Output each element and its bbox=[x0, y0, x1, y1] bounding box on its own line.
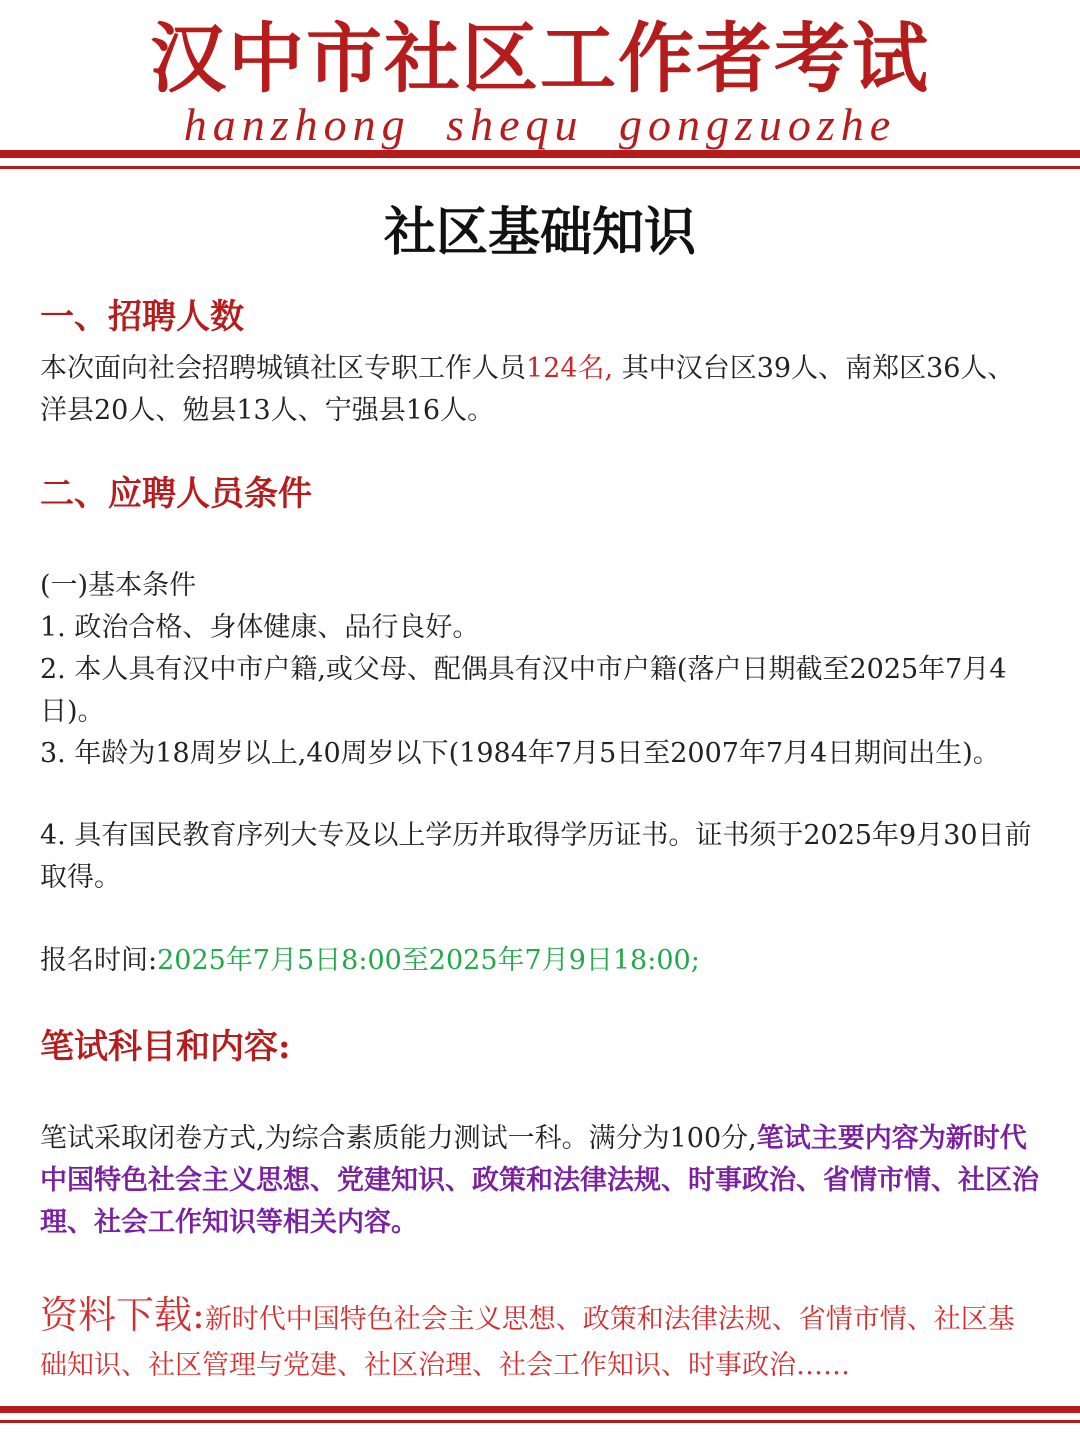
page-title: 社区基础知识 bbox=[383, 202, 696, 263]
condition-item-4: 4. 具有国民教育序列大专及以上学历并取得学历证书。证书须于2025年9月30日前取得。 bbox=[40, 820, 1032, 893]
recruitment-total-highlight: 124名, bbox=[526, 353, 614, 384]
recruitment-text-before: 本次面向社会招聘城镇社区专职工作人员 bbox=[40, 353, 526, 384]
top-rule-thin bbox=[0, 166, 1080, 169]
registration-value: 2025年7月5日8:00至2025年7月9日18:00; bbox=[157, 945, 700, 976]
exam-text-before: 笔试采取闭卷方式,为综合素质能力测试一科。满分为100分, bbox=[40, 1123, 757, 1154]
bottom-rule-thin bbox=[0, 1420, 1080, 1423]
basic-conditions-subheading: (一)基本条件 bbox=[40, 570, 197, 601]
registration-label: 报名时间: bbox=[40, 945, 158, 976]
registration-time bbox=[40, 940, 1040, 982]
download-paragraph bbox=[40, 1292, 1040, 1389]
section-heading-applicant-conditions: 二、应聘人员条件 bbox=[40, 474, 312, 514]
condition-item-2: 2. 本人具有汉中市户籍,或父母、配偶具有汉中市户籍(落户日期截至2025年7月4日)。 bbox=[40, 654, 1007, 727]
exam-content-highlight: 笔试主要内容为新时代中国特色社会主义思想、党建知识、政策和法律法规、时事政治、省情市情、社区治理、社会工作知识等相关内容。 bbox=[40, 1123, 1039, 1238]
exam-paragraph bbox=[40, 1118, 1040, 1244]
header-pinyin: hanzhong shequ gongzuozhe bbox=[183, 99, 897, 150]
header-title: 汉中市社区工作者考试 bbox=[150, 14, 930, 103]
recruitment-text-after: 其中汉台区39人、南郑区36人、洋县20人、勉县13人、宁强县16人。 bbox=[40, 353, 1015, 426]
condition-item-1: 1. 政治合格、身体健康、品行良好。 bbox=[40, 612, 480, 643]
top-rule-thick bbox=[0, 150, 1080, 158]
download-label: 资料下载: bbox=[40, 1293, 205, 1337]
recruitment-count-paragraph bbox=[40, 348, 1040, 432]
section-heading-recruitment-count: 一、招聘人数 bbox=[40, 297, 244, 337]
bottom-rule-thick bbox=[0, 1406, 1080, 1413]
section-heading-exam-subjects: 笔试科目和内容: bbox=[40, 1027, 291, 1067]
download-topics: 新时代中国特色社会主义思想、政策和法律法规、省情市情、社区基础知识、社区管理与党建、社区治理、社会工作知识、时事政治…… bbox=[40, 1304, 1015, 1381]
condition-item-3: 3. 年龄为18周岁以上,40周岁以下(1984年7月5日至2007年7月4日期间出生)。 bbox=[40, 738, 1000, 769]
